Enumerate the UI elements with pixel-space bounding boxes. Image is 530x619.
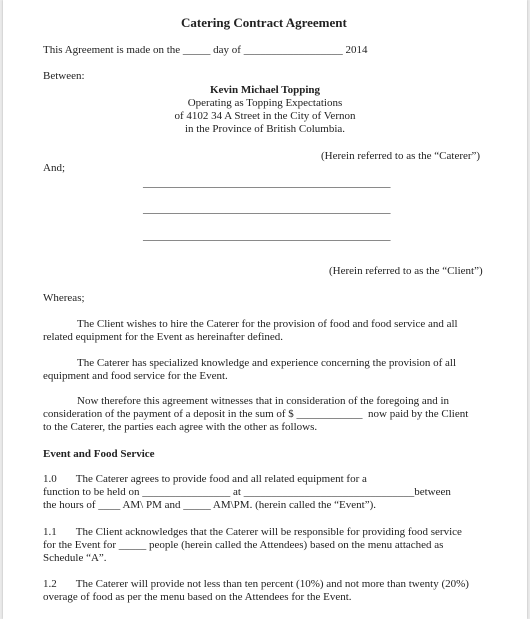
paragraph-line: Now therefore this agreement witnesses that in consideration of the foregoing and in — [77, 395, 450, 407]
document-page — [3, 0, 527, 619]
caterer-reference: (Herein referred to as the “Caterer”) — [321, 150, 481, 162]
clause-line: 1.1 The Client acknowledges that the Caterer will be responsible for providing food service — [43, 526, 462, 538]
caterer-address-line: in the Province of British Columbia. — [184, 123, 346, 135]
caterer-address-line: Operating as Topping Expectations — [187, 97, 343, 109]
paragraph-line: related equipment for the Event as hereinafter defined. — [43, 331, 284, 343]
clause-line: the hours of ____ AM\ PM and _____ AM\PM. (herein called the “Event”). — [43, 499, 377, 511]
clause-line: for the Event for _____ people (herein called the Attendees) based on the menu attached as — [43, 539, 444, 551]
agreement-date-line: This Agreement is made on the _____ day of __________________ 2014 — [43, 44, 368, 56]
clause-line: function to be held on ________________ at _______________________________between — [43, 486, 451, 498]
paragraph-line: consideration of the payment of a deposit in the sum of $ ____________ now paid by the Client — [43, 408, 469, 420]
caterer-address-line: of 4102 34 A Street in the City of Vernon — [174, 110, 356, 122]
client-blank-line: _____________________________________________ — [143, 203, 391, 215]
clause-line: 1.2 The Caterer will provide not less than ten percent (10%) and not more than twenty (20%) — [43, 578, 469, 590]
paragraph-line: to the Caterer, the parties each agree with the other as follows. — [43, 421, 318, 433]
caterer-name: Kevin Michael Topping — [209, 84, 321, 96]
paragraph-line: equipment and food service for the Event. — [43, 370, 228, 382]
client-reference: (Herein referred to as the “Client”) — [329, 265, 483, 277]
paragraph-line: The Caterer has specialized knowledge and experience concerning the provision of all — [77, 357, 457, 369]
between-label: Between: — [43, 70, 85, 82]
section-heading: Event and Food Service — [43, 448, 155, 460]
whereas-label: Whereas; — [43, 292, 85, 304]
clause-line: 1.0 The Caterer agrees to provide food and all related equipment for a — [43, 473, 367, 485]
client-blank-line: _____________________________________________ — [143, 230, 391, 242]
clause-line: Schedule “A”. — [43, 552, 107, 564]
document-title: Catering Contract Agreement — [181, 15, 347, 30]
client-blank-line: _____________________________________________ — [143, 177, 391, 189]
paragraph-line: The Client wishes to hire the Caterer for the provision of food and food service and all — [77, 318, 458, 330]
clause-line: overage of food as per the menu based on the Attendees for the Event. — [43, 591, 352, 603]
and-label: And; — [43, 162, 65, 174]
